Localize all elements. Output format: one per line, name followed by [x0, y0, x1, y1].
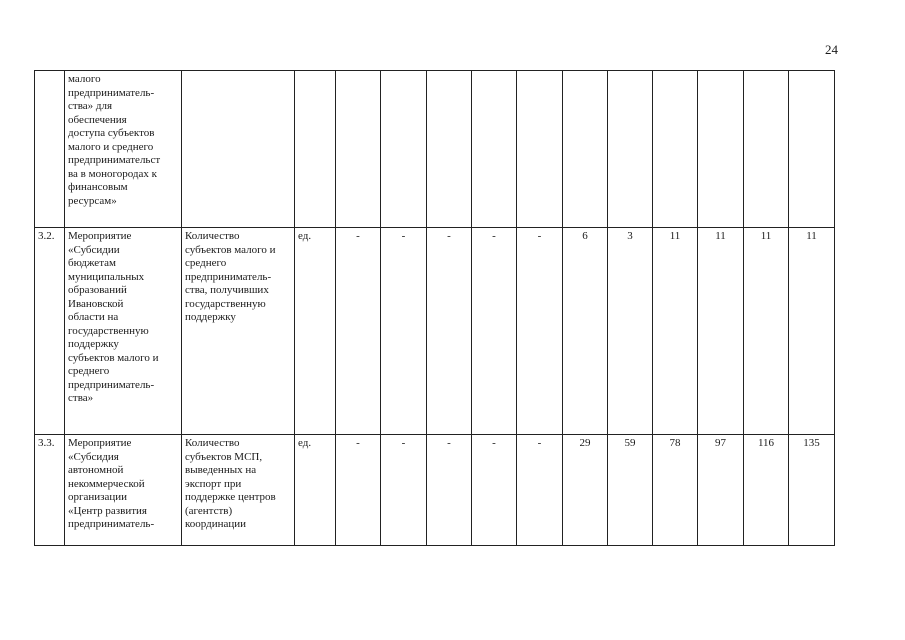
value-cell — [427, 71, 472, 228]
value-cell: 11 — [789, 228, 835, 435]
value-cell — [517, 71, 563, 228]
unit-cell: ед. — [295, 228, 336, 435]
value-cell — [653, 71, 698, 228]
indicator-name-cell: Количество субъектов МСП, выведенных на экспорт при поддержке центров (агентств) координации — [182, 435, 295, 546]
value-cell: 11 — [744, 228, 789, 435]
value-cell: - — [336, 435, 381, 546]
page-number: 24 — [825, 42, 838, 57]
value-cell — [608, 71, 653, 228]
indicator-name-cell — [182, 71, 295, 228]
value-cell: - — [517, 228, 563, 435]
value-cell — [789, 71, 835, 228]
row-number-cell: 3.3. — [35, 435, 65, 546]
value-cell — [472, 71, 517, 228]
value-cell: 97 — [698, 435, 744, 546]
value-cell — [336, 71, 381, 228]
value-cell: 3 — [608, 228, 653, 435]
activity-name-cell: Мероприятие «Субсидии бюджетам муниципальных образований Ивановской области на государственную поддержку субъектов малого и среднего предприниматель- ства» — [65, 228, 182, 435]
value-cell: 78 — [653, 435, 698, 546]
value-cell: 59 — [608, 435, 653, 546]
value-cell: - — [517, 435, 563, 546]
value-cell — [563, 71, 608, 228]
value-cell: 135 — [789, 435, 835, 546]
value-cell: - — [472, 228, 517, 435]
value-cell — [744, 71, 789, 228]
value-cell: - — [427, 435, 472, 546]
row-number-cell — [35, 71, 65, 228]
indicators-table — [34, 70, 835, 546]
value-cell: 11 — [653, 228, 698, 435]
activity-name-cell: Мероприятие «Субсидия автономной некоммерческой организации «Центр развития предприниматель- — [65, 435, 182, 546]
value-cell: - — [427, 228, 472, 435]
value-cell: - — [472, 435, 517, 546]
value-cell — [381, 71, 427, 228]
value-cell: - — [336, 228, 381, 435]
value-cell: 29 — [563, 435, 608, 546]
table-row — [35, 71, 835, 228]
table-row — [35, 228, 835, 435]
unit-cell — [295, 71, 336, 228]
value-cell: - — [381, 228, 427, 435]
value-cell: 116 — [744, 435, 789, 546]
value-cell: 11 — [698, 228, 744, 435]
table-row — [35, 435, 835, 546]
unit-cell: ед. — [295, 435, 336, 546]
activity-name-cell: малого предприниматель- ства» для обеспечения доступа субъектов малого и среднего предпринимательст ва в моногородах к финансовым ресурсам» — [65, 71, 182, 228]
value-cell: 6 — [563, 228, 608, 435]
value-cell: - — [381, 435, 427, 546]
row-number-cell: 3.2. — [35, 228, 65, 435]
indicator-name-cell: Количество субъектов малого и среднего предприниматель- ства, получивших государственную поддержку — [182, 228, 295, 435]
value-cell — [698, 71, 744, 228]
